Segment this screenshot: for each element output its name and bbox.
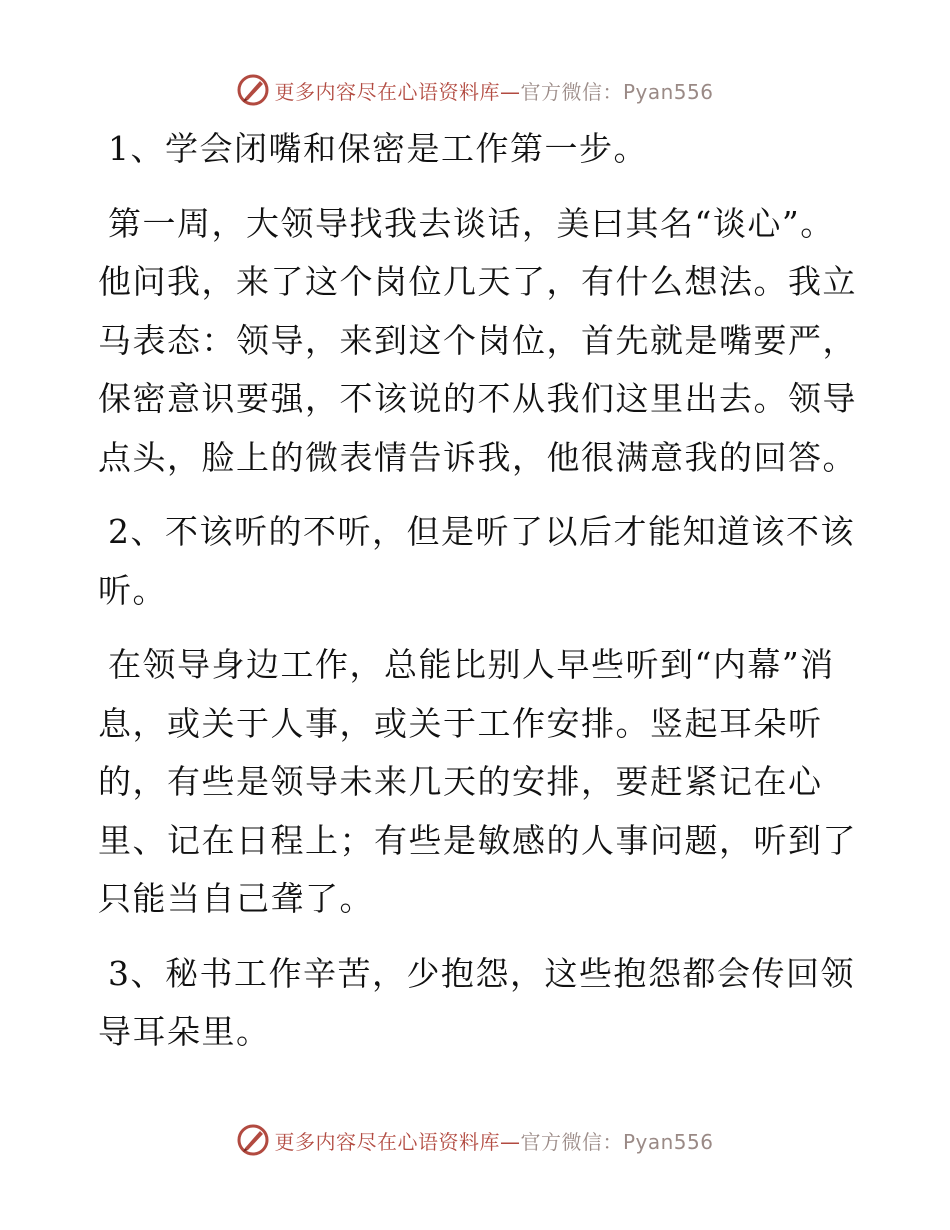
paragraph-2: 在领导身边工作，总能比别人早些听到“内幕”消息，或关于人事，或关于工作安排。竖起耳朵听的，有些是领导未来几天的安排，要赶紧记在心里、记在日程上；有些是敏感的人事问题，听到了只能当自己聋了。: [98, 645, 857, 918]
footer-banner: [0, 1120, 950, 1160]
wechat-id: 官方微信：Pyan556: [520, 1129, 714, 1154]
document-body: [98, 120, 858, 1062]
section-heading-3: 3、秘书工作辛苦，少抱怨，这些抱怨都会传回领导耳朵里。: [98, 953, 855, 1051]
banner-text: 更多内容尽在心语资料库—官方微信：Pyan556: [274, 1129, 714, 1154]
paragraph-1: 第一周，大领导找我去谈话，美曰其名“谈心”。他问我，来了这个岗位几天了，有什么想法。我立马表态：领导，来到这个岗位，首先就是嘴要严，保密意识要强，不该说的不从我们这里出去。领导点头，脸上的微表情告诉我，他很满意我的回答。: [98, 203, 857, 477]
header-banner: [0, 70, 950, 110]
pen-logo-icon: [236, 73, 270, 107]
wechat-id: 官方微信：Pyan556: [520, 79, 714, 104]
pen-logo-icon: [236, 1123, 270, 1157]
section-heading-1: 1、学会闭嘴和保密是工作第一步。: [108, 129, 648, 168]
banner-text: 更多内容尽在心语资料库—官方微信：Pyan556: [274, 79, 714, 104]
section-heading-2: 2、不该听的不听，但是听了以后才能知道该不该听。: [98, 512, 855, 610]
